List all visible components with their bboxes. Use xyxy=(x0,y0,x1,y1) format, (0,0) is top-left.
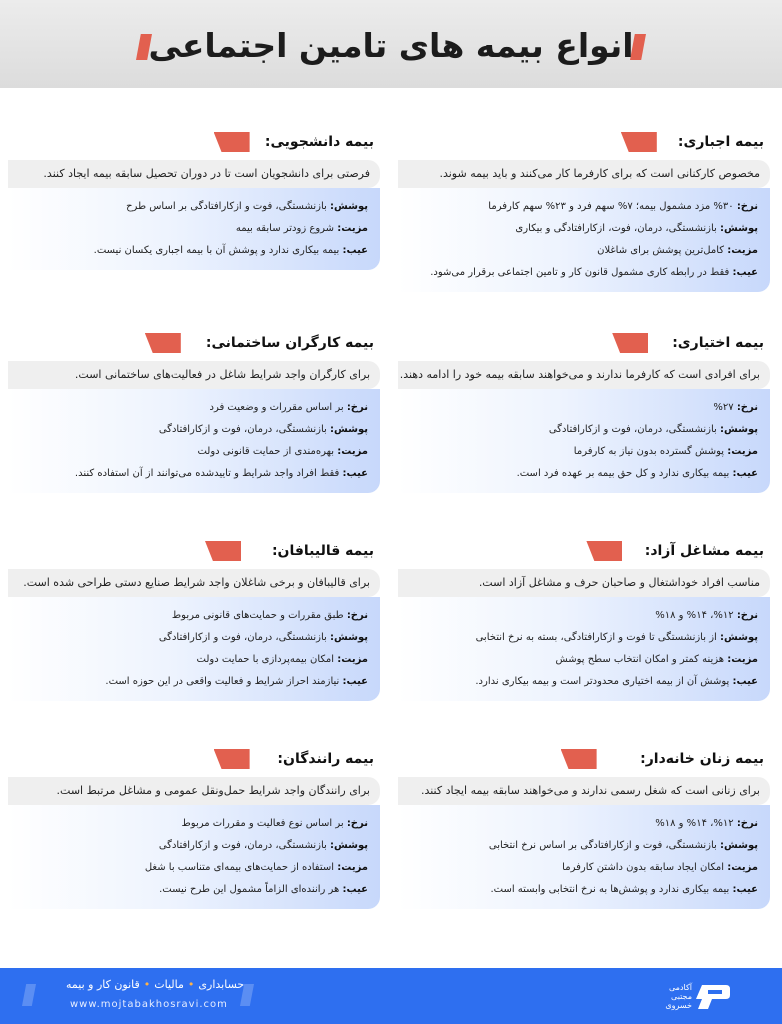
coverage-value: بازنشستگی، درمان، فوت و ازکارافتادگی xyxy=(158,424,327,435)
card-header xyxy=(8,333,380,361)
card-coverage-line xyxy=(406,218,758,240)
card-rate-line xyxy=(406,397,758,419)
rate-label: نرخ: xyxy=(346,818,368,829)
card-title: بیمه کارگران ساختمانی: xyxy=(205,335,374,351)
disadvantage-label: عیب: xyxy=(732,676,758,687)
card-advantage-line xyxy=(406,649,758,671)
page-title: انواع بیمه های تامین اجتماعی xyxy=(148,26,634,65)
card-title: بیمه اجباری: xyxy=(677,134,764,150)
advantage-label: مزیت: xyxy=(727,654,758,665)
coverage-value: بازنشستگی، درمان، فوت و ازکارافتادگی xyxy=(158,840,327,851)
card-disadvantage-line xyxy=(406,262,758,284)
disadvantage-value: پوشش آن از بیمه اختیاری محدودتر است و بیمه بیکاری ندارد. xyxy=(475,676,730,687)
footer-separator: • xyxy=(143,978,151,991)
card-advantage-line xyxy=(16,857,368,879)
card-header xyxy=(398,132,770,160)
card-details xyxy=(8,389,380,493)
advantage-value: امکان بیمه‌پردازی با حمایت دولت xyxy=(196,654,335,665)
card-title: بیمه اختیاری: xyxy=(672,335,764,351)
rate-value: بر اساس نوع فعالیت و مقررات مربوط xyxy=(181,818,344,829)
card-details xyxy=(8,597,380,701)
footer-categories xyxy=(66,978,244,991)
coverage-value: از بازنشستگی تا فوت و ازکارافتادگی، بسته به نرخ انتخابی xyxy=(475,632,717,643)
advantage-value: امکان ایجاد سابقه بدون داشتن کارفرما xyxy=(562,862,725,873)
disadvantage-label: عیب: xyxy=(732,884,758,895)
card-rate-line xyxy=(406,813,758,835)
rate-value: ۱۲%، ۱۴% و ۱۸% xyxy=(655,610,734,621)
logo-mark-icon xyxy=(694,981,732,1013)
rate-label: نرخ: xyxy=(736,402,758,413)
footer-category: حسابداری xyxy=(198,978,245,991)
advantage-label: مزیت: xyxy=(727,446,758,457)
disadvantage-label: عیب: xyxy=(342,468,368,479)
card-flag xyxy=(612,333,648,353)
card-coverage-line xyxy=(16,196,368,218)
card-title: بیمه دانشجویی: xyxy=(264,134,374,150)
card-title: بیمه مشاغل آزاد: xyxy=(644,543,764,559)
card-description: برای افرادی است که کارفرما ندارند و می‌خواهند سابقه بیمه خود را ادامه دهند. xyxy=(398,361,770,389)
rate-label: نرخ: xyxy=(736,610,758,621)
insurance-card xyxy=(398,749,770,909)
card-description: برای رانندگان واجد شرایط حمل‌ونقل عمومی و مشاغل مرتبط است. xyxy=(8,777,380,805)
advantage-label: مزیت: xyxy=(337,223,368,234)
advantage-value: پوشش گسترده بدون نیاز به کارفرما xyxy=(573,446,725,457)
logo-text-line: مجتبی xyxy=(671,992,692,1001)
card-description: مخصوص کارکنانی است که برای کارفرما کار می‌کنند و باید بیمه شوند. xyxy=(398,160,770,188)
rate-value: طبق مقررات و حمایت‌های قانونی مربوط xyxy=(171,610,344,621)
card-title: بیمه رانندگان: xyxy=(277,751,374,767)
card-rate-line xyxy=(406,196,758,218)
card-coverage-line xyxy=(16,419,368,441)
card-flag xyxy=(621,132,657,152)
disadvantage-label: عیب: xyxy=(732,267,758,278)
advantage-label: مزیت: xyxy=(727,245,758,256)
advantage-label: مزیت: xyxy=(337,446,368,457)
insurance-card xyxy=(8,132,380,270)
card-header xyxy=(398,749,770,777)
card-details xyxy=(398,597,770,701)
card-disadvantage-line xyxy=(16,240,368,262)
card-disadvantage-line xyxy=(406,879,758,901)
logo-text-line: خسروی xyxy=(665,1001,692,1010)
academy-logo xyxy=(648,981,732,1013)
card-header xyxy=(398,333,770,361)
card-coverage-line xyxy=(406,419,758,441)
footer-separator: • xyxy=(187,978,195,991)
advantage-value: کامل‌ترین پوشش برای شاغلان xyxy=(597,245,725,256)
card-description: برای قالیبافان و برخی شاغلان واجد شرایط صنایع دستی طراحی شده است. xyxy=(8,569,380,597)
rate-label: نرخ: xyxy=(346,402,368,413)
insurance-card xyxy=(8,749,380,909)
advantage-label: مزیت: xyxy=(337,862,368,873)
rate-label: نرخ: xyxy=(346,610,368,621)
coverage-value: بازنشستگی، درمان، فوت، ازکارافتادگی و بیکاری xyxy=(515,223,717,234)
card-disadvantage-line xyxy=(16,671,368,693)
card-rate-line xyxy=(16,397,368,419)
insurance-card xyxy=(8,333,380,493)
rate-label: نرخ: xyxy=(736,818,758,829)
card-details xyxy=(8,805,380,909)
rate-value: ۲۷% xyxy=(713,402,734,413)
disadvantage-value: هر راننده‌ای الزاماً مشمول این طرح نیست. xyxy=(159,884,340,895)
insurance-card xyxy=(398,333,770,493)
card-flag xyxy=(214,749,250,769)
card-rate-line xyxy=(406,605,758,627)
advantage-value: استفاده از حمایت‌های بیمه‌ای متناسب با شغل xyxy=(144,862,335,873)
card-title: بیمه قالیبافان: xyxy=(271,543,374,559)
insurance-card xyxy=(398,541,770,701)
advantage-value: شروع زودتر سابقه بیمه xyxy=(235,223,335,234)
rate-value: ۱۲%، ۱۴% و ۱۸% xyxy=(655,818,734,829)
logo-text-line: آکادمی xyxy=(669,983,692,992)
card-advantage-line xyxy=(406,857,758,879)
card-rate-line xyxy=(16,813,368,835)
disadvantage-label: عیب: xyxy=(732,468,758,479)
card-coverage-line xyxy=(406,627,758,649)
rate-label: نرخ: xyxy=(736,201,758,212)
advantage-label: مزیت: xyxy=(727,862,758,873)
card-description: برای زنانی است که شغل رسمی ندارند و می‌خواهند سابقه بیمه ایجاد کنند. xyxy=(398,777,770,805)
coverage-value: بازنشستگی، فوت و ازکارافتادگی بر اساس نرخ انتخابی xyxy=(488,840,717,851)
card-header xyxy=(8,541,380,569)
card-details xyxy=(398,389,770,493)
card-disadvantage-line xyxy=(16,879,368,901)
coverage-label: پوشش: xyxy=(720,223,758,234)
rate-value: بر اساس مقررات و وضعیت فرد xyxy=(209,402,344,413)
card-advantage-line xyxy=(16,441,368,463)
card-disadvantage-line xyxy=(406,671,758,693)
card-coverage-line xyxy=(16,835,368,857)
page-header xyxy=(0,0,782,88)
card-disadvantage-line xyxy=(406,463,758,485)
card-flag xyxy=(145,333,181,353)
coverage-label: پوشش: xyxy=(720,632,758,643)
card-coverage-line xyxy=(16,627,368,649)
card-details xyxy=(8,188,380,270)
coverage-label: پوشش: xyxy=(330,632,368,643)
card-coverage-line xyxy=(406,835,758,857)
disadvantage-label: عیب: xyxy=(342,245,368,256)
footer-category: قانون کار و بیمه xyxy=(66,978,140,991)
advantage-value: بهره‌مندی از حمایت قانونی دولت xyxy=(197,446,335,457)
coverage-label: پوشش: xyxy=(330,424,368,435)
footer xyxy=(0,968,782,1024)
card-advantage-line xyxy=(406,240,758,262)
card-flag xyxy=(214,132,250,152)
footer-decoration xyxy=(22,984,36,1006)
insurance-card xyxy=(398,132,770,292)
advantage-label: مزیت: xyxy=(337,654,368,665)
coverage-label: پوشش: xyxy=(330,201,368,212)
coverage-label: پوشش: xyxy=(720,840,758,851)
disadvantage-value: بیمه بیکاری ندارد و کل حق بیمه بر عهده فرد است. xyxy=(516,468,730,479)
card-flag xyxy=(205,541,241,561)
coverage-value: بازنشستگی، درمان، فوت و ازکارافتادگی xyxy=(548,424,717,435)
coverage-value: بازنشستگی، درمان، فوت و ازکارافتادگی xyxy=(158,632,327,643)
disadvantage-value: فقط افراد واجد شرایط و تاییدشده می‌توانند از آن استفاده کنند. xyxy=(74,468,340,479)
disadvantage-value: بیمه بیکاری ندارد و پوشش آن با بیمه اجباری یکسان نیست. xyxy=(93,245,340,256)
coverage-value: بازنشستگی، فوت و ازکارافتادگی بر اساس طرح xyxy=(126,201,327,212)
disadvantage-value: بیمه بیکاری ندارد و پوشش‌ها به نرخ انتخابی وابسته است. xyxy=(490,884,730,895)
disadvantage-label: عیب: xyxy=(342,884,368,895)
insurance-card xyxy=(8,541,380,701)
card-description: برای کارگران واجد شرایط شاغل در فعالیت‌های ساختمانی است. xyxy=(8,361,380,389)
card-header xyxy=(8,132,380,160)
card-description: فرصتی برای دانشجویان است تا در دوران تحصیل سابقه بیمه ایجاد کنند. xyxy=(8,160,380,188)
disadvantage-value: فقط در رابطه کاری مشمول قانون کار و تامین اجتماعی برقرار می‌شود. xyxy=(430,267,730,278)
coverage-label: پوشش: xyxy=(720,424,758,435)
logo-text xyxy=(648,983,692,1010)
card-header xyxy=(398,541,770,569)
card-description: مناسب افراد خوداشتغال و صاحبان حرف و مشاغل آزاد است. xyxy=(398,569,770,597)
advantage-value: هزینه کمتر و امکان انتخاب سطح پوشش xyxy=(555,654,725,665)
card-title: بیمه زنان خانه‌دار: xyxy=(640,751,764,767)
website-link[interactable]: www.mojtabakhosravi.com xyxy=(70,999,228,1010)
disadvantage-value: نیازمند احراز شرایط و فعالیت واقعی در این حوزه است. xyxy=(105,676,340,687)
card-advantage-line xyxy=(16,649,368,671)
card-flag xyxy=(586,541,622,561)
card-details xyxy=(398,805,770,909)
footer-category: مالیات xyxy=(154,978,184,991)
card-advantage-line xyxy=(16,218,368,240)
coverage-label: پوشش: xyxy=(330,840,368,851)
card-disadvantage-line xyxy=(16,463,368,485)
rate-value: ۳۰% مزد مشمول بیمه؛ ۷% سهم فرد و ۲۳% سهم کارفرما xyxy=(488,201,734,212)
card-rate-line xyxy=(16,605,368,627)
card-header xyxy=(8,749,380,777)
disadvantage-label: عیب: xyxy=(342,676,368,687)
card-advantage-line xyxy=(406,441,758,463)
card-flag xyxy=(561,749,597,769)
card-details xyxy=(398,188,770,292)
